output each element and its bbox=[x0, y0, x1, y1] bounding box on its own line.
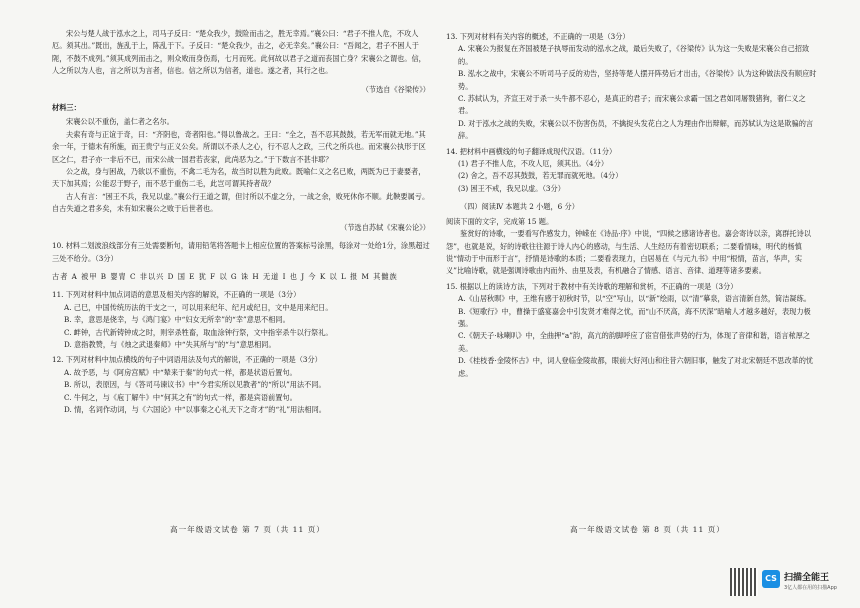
qr-code-icon bbox=[730, 568, 758, 596]
watermark-brand: 扫描全能王 bbox=[784, 573, 830, 583]
option-c: C.《朝天子·咏喇叭》中，全曲押“a”韵，高亢的韵脚呼应了宦官借张声势的行为，体现了音律和谐，语言秾厚之美。 bbox=[458, 331, 811, 353]
watermark-tagline: 3亿人都在用的扫描App bbox=[784, 585, 837, 591]
question-10: 10. 材料二划波浪线部分有三处需要断句，请用铅笔将答题卡上相应位置的答案标号涂黑，每涂对一处给1分，涂黑超过三处不给分。（3分） bbox=[52, 241, 430, 263]
section-heading: （四）阅读Ⅳ 本题共 2 小题，6 分） bbox=[460, 202, 579, 212]
material-heading: 材料三： bbox=[52, 103, 81, 113]
option-b: B.《短歌行》中，曹操于盛宴嘉会中引发贤才难得之忧，而“山不厌高，海不厌深”暗喻人才越多越好，表现力极强。 bbox=[458, 306, 811, 328]
sub-question-2: (2) 舍之，吾不忍其鼓鼓，若无罪而就死地。（4分） bbox=[458, 171, 623, 181]
option-a: A. 宋襄公为报复在齐国被楚子执辱而发动的泓水之战，最后失败了，《谷梁传》认为这一失败是宋襄公自己招致的。 bbox=[458, 44, 810, 66]
option-b: B. 泓水之战中，宋襄公不听司马子反的劝告，坚持等楚人摆开阵势后才出击，《谷梁传》认为这种做法没有顺应时势。 bbox=[458, 69, 817, 91]
option-b: B. 所以，表原因，与《答司马谏议书》中“今君实所以见教者”的“所以”用法不同。 bbox=[64, 380, 326, 390]
passage-paragraph: 古人有言：“困王不兵，我兄以虚。”襄公行王道之谓，但讨所以不虚之分，一战之余，败死休你不顺。此鞅要属亏。自古失道之君多矣，未有如宋襄公之败于后世者也。 bbox=[52, 191, 430, 214]
page-7 bbox=[52, 28, 430, 416]
passage-paragraph: 公之战，身与困战，乃欲以不重伤，不禽二毛为名，故当时以胜为此败。既喻仁义之名已败，两既为已于妻要者，天下加其焉；公能忍于野子，而不恶于重伤二毛，此岂可谓其持者哉？ bbox=[52, 167, 426, 189]
option-a: A.《山居秋暝》中，王维有感于初秋时节，以“空”写山，以“新”绘雨，以“清”摹泉，语言清新自然，简洁凝练。 bbox=[458, 294, 811, 304]
question-11: 11. 下列对材料中加点词语的意思及相关内容的解说，不正确的一项是（3分） bbox=[52, 290, 301, 300]
camscanner-logo-icon: CS bbox=[762, 570, 780, 588]
option-b: B. 幸，意思是侥幸，与《鸿门宴》中“妇女无所幸”的“幸”意思不相同。 bbox=[64, 315, 290, 325]
question-15: 15. 根据以上的读诗方法，下列对于教材中有关诗歌的理解和赏析，不正确的一项是（3分） bbox=[446, 281, 738, 291]
section-intro: 阅读下面的文字，完成第 15 题。 bbox=[446, 216, 554, 226]
option-a: A. 故予恶，与《阿房宫赋》中“辇来于秦”的句式一样，都是状语后置句。 bbox=[64, 367, 297, 377]
passage-paragraph: 宋公与楚人战于泓水之上，司马子反曰：“楚众我少，鼓险而击之，胜无幸焉。”襄公曰：“君子不推人危，不攻人厄。须其出。”既出，旌乱于上，陈乱于下。子反曰：“楚众我少，击之，必无幸矣。”襄公曰：“吾闻之，君子不困人于阨，不鼓不成列。”须其成列而击之，则众败而身伤焉，七月而死。此何故以君子之道而丧国亡身？宋襄公之谓也。信，人之所以为人也，言之所以为言者，信也。信之所以为信者，道也。遂之者，其行之也。 bbox=[52, 29, 426, 76]
source-note: （节选自《谷梁传》） bbox=[361, 84, 430, 94]
question-12: 12. 下列对材料中加点横线的句子中词语用法及句式的解说，不正确的一项是（3分） bbox=[52, 355, 322, 365]
page-8 bbox=[446, 28, 818, 380]
page-footer-left: 高一年级语文试卷 第 7 页（共 11 页） bbox=[170, 525, 325, 534]
option-c: C. 衅钟，古代新铸钟成之时，则宰杀牲畜，取血涂钟行祭，文中指宰杀牛以行祭礼。 bbox=[64, 327, 333, 337]
source-note: （节选自苏轼《宋襄公论》） bbox=[340, 222, 430, 232]
passage-paragraph: 夫索有奇与正谊于奇，曰：“齐阴也，奇者阳也。”得以鲁战之。王曰：“全之，吾不忍其鼓鼓，若无军而就无地。”其余一年，于德未有所施，而王贵宁与正义公矣。所谓以不杀人之心，行不忍人之政，三代之所兵也。而宋襄公执形于区区之仁，君子亦一非后不已，而宋公战一国君若丧家，此尚恶为之。”于下数言不甚非耶？ bbox=[52, 129, 426, 164]
question-14: 14. 把材料中画横线的句子翻译成现代汉语。（11分） bbox=[446, 146, 617, 156]
question-13: 13. 下列对材料有关内容的概述，不正确的一项是（3分） bbox=[446, 32, 630, 41]
option-a: A. 己巳，中国传统历法的干支之一，可以用来纪年、纪月或纪日，文中是用来纪日。 bbox=[64, 302, 333, 312]
option-d: D.《桂枝香·金陵怀古》中，词人登临金陵故都，眼前大好河山和往昔六朝旧事，触发了对北宋朝廷不思改革的忧虑。 bbox=[458, 356, 814, 378]
option-d: D. 意指教赞，与《烛之武退秦师》中“失其所与”的“与”意思相同。 bbox=[64, 339, 276, 349]
option-d: D. 情，名词作动词，与《六国论》中“以事秦之心礼天下之奇才”的“礼”用法相同。 bbox=[64, 404, 326, 414]
passage-paragraph: 鉴赏好的诗歌，一要看写作感发力，钟嵘在《诗品·序》中说，“四候之感诸诗者也。嘉会寄诗以亲，离群托诗以怨”，也就是说，好的诗歌往往源于诗人内心的感动，与生活、人生经历有着密切联系；二要看情味，明代的杨慎说“情动于中而形于言”，抒情是诗歌的本质；二要看表现力，白居易在《与元九书》中用“根情，苗言，华声，实义”比喻诗歌，就是强调诗歌由内而外、由里及表，有机融合了情感、语言、音律、道理等诸多要素。 bbox=[446, 229, 811, 276]
option-c: C. 苏轼认为，齐宣王对于杀一头牛都不忍心，是真正的君子；而宋襄公求霸一国之君如同屠戮猪狗，奢仁义之君。 bbox=[458, 94, 806, 116]
page-footer-right: 高一年级语文试卷 第 8 页（共 11 页） bbox=[570, 525, 725, 534]
sub-question-3: (3) 困王不戒，我兄以虚。（3分） bbox=[458, 183, 565, 193]
option-c: C. 牛何之，与《庖丁解牛》中“何其之有”的句式一样，都是宾语前置句。 bbox=[64, 392, 297, 402]
passage-paragraph: 宋襄公以不重伤，盖仁者之名尔。 bbox=[66, 117, 174, 127]
sub-question-1: (1) 君子不推人危，不攻人厄，须其出。（4分） bbox=[458, 159, 609, 169]
scanner-watermark bbox=[730, 568, 854, 598]
question-10-sentence: 古者 A 被甲 B 婴胄 C 非以兴 D 国 E 犹 F 以 G 诛 H 无道 I 也 J 今 K 以 L 报 M 其雠族 bbox=[52, 271, 398, 281]
option-d: D. 对于泓水之战的失败，宋襄公以不伤害伤员，不擒捉头发花白之人为理由作出辩解，而苏轼认为这是欺骗的言辞。 bbox=[458, 118, 814, 141]
